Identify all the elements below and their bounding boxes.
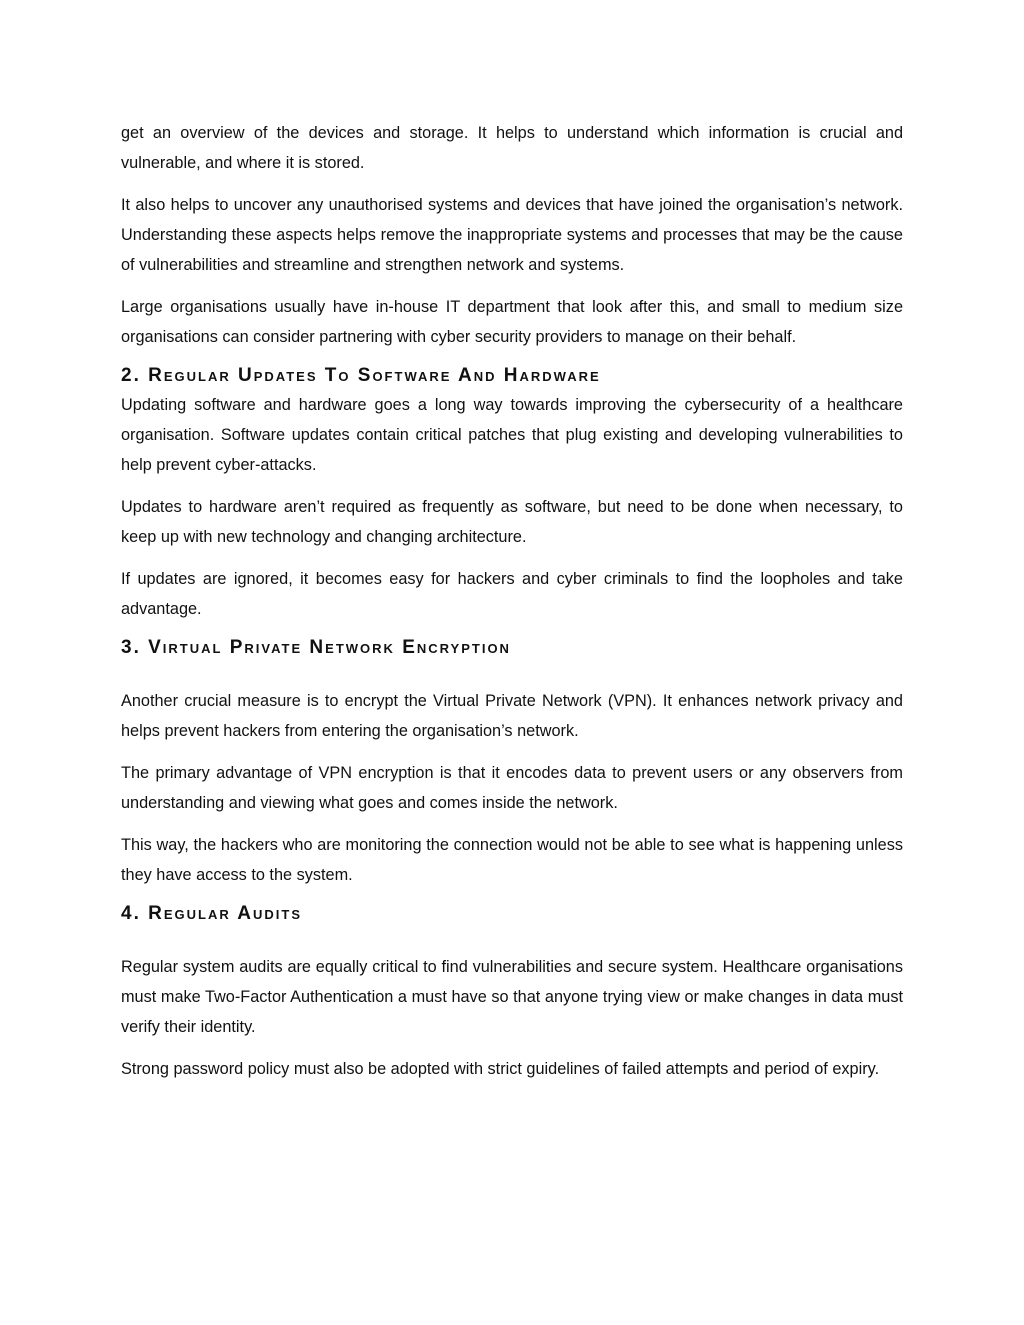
section-3-heading-block	[121, 636, 903, 660]
section-2-heading: 2. Regular Updates To Software And Hardware	[121, 365, 601, 386]
intro-paragraph-1: get an overview of the devices and storage. It helps to understand which information is crucial and vulnerable, and where it is stored.	[121, 124, 903, 172]
section-2-paragraph-3: If updates are ignored, it becomes easy for hackers and cyber criminals to find the loopholes and take advantage.	[121, 570, 903, 618]
section-3-paragraph-3: This way, the hackers who are monitoring the connection would not be able to see what is happening unless they have access to the system.	[121, 836, 903, 884]
section-3-paragraph-2: The primary advantage of VPN encryption is that it encodes data to prevent users or any observers from understanding and viewing what goes and comes inside the network.	[121, 764, 903, 812]
section-2-paragraph-2: Updates to hardware aren’t required as frequently as software, but need to be done when necessary, to keep up with new technology and changing architecture.	[121, 498, 903, 546]
intro-paragraph-3: Large organisations usually have in-house IT department that look after this, and small to medium size organisations can consider partnering with cyber security providers to manage on their behalf.	[121, 298, 903, 346]
section-4-paragraph-2: Strong password policy must also be adopted with strict guidelines of failed attempts and period of expiry.	[121, 1060, 880, 1078]
document-page	[121, 118, 903, 1096]
section-3-paragraph-1: Another crucial measure is to encrypt the Virtual Private Network (VPN). It enhances network privacy and helps prevent hackers from entering the organisation’s network.	[121, 692, 903, 740]
section-4-heading: 4. Regular Audits	[121, 903, 303, 924]
section-4-paragraph-1: Regular system audits are equally critical to find vulnerabilities and secure system. Healthcare organisations must make Two-Factor Authentication a must have so that anyone trying view or make changes in data must verify their identity.	[121, 958, 903, 1036]
intro-paragraph-2: It also helps to uncover any unauthorised systems and devices that have joined the organisation’s network. Understanding these aspects helps remove the inappropriate systems and processes that may be the cause of vulnerabilities and streamline and strengthen network and systems.	[121, 196, 903, 274]
section-4-heading-block	[121, 902, 903, 926]
section-2-heading-block	[121, 364, 903, 388]
section-2-paragraph-1: Updating software and hardware goes a long way towards improving the cybersecurity of a healthcare organisation. Software updates contain critical patches that plug existing and developing vulnerabilities to help prevent cyber-attacks.	[121, 396, 903, 474]
section-3-heading: 3. Virtual Private Network Encryption	[121, 637, 511, 658]
